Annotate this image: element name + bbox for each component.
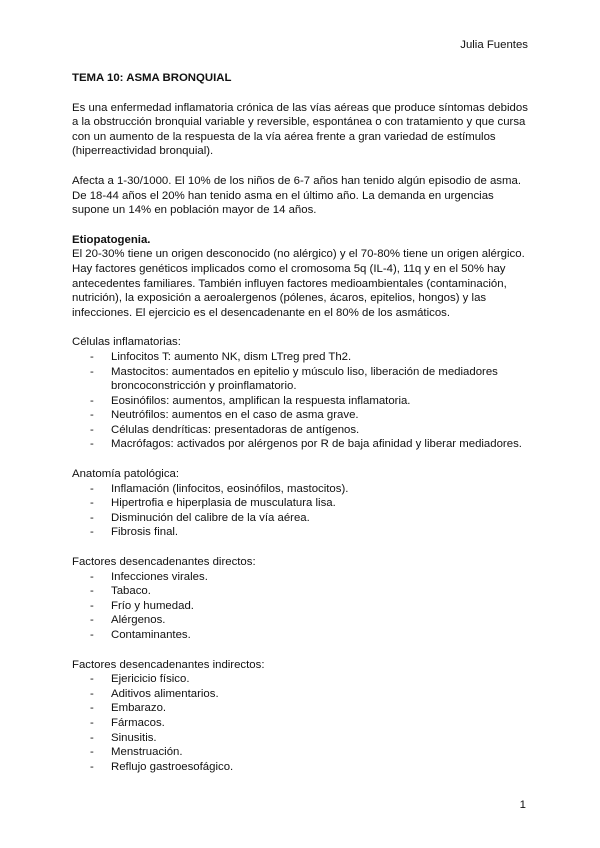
- document-title: TEMA 10: ASMA BRONQUIAL: [72, 72, 232, 84]
- list-item: - Inflamación (linfocitos, eosinófilos, mastocitos).: [90, 482, 532, 497]
- section-label-anatomia: Anatomía patológica:: [72, 468, 180, 481]
- author-name: Julia Fuentes: [460, 39, 528, 51]
- list-item: - Infecciones virales.: [90, 570, 532, 585]
- list-item: - Tabaco.: [90, 584, 532, 599]
- intro-paragraph: Es una enfermedad inflamatoria crónica de las vías aéreas que produce síntomas debidos a la obstrucción bronquial variable y reversible, espontánea o con tratamiento y que cursa con un aumento de la respuesta de la vía aérea frente a gran variedad de estímulos (hiperreactividad bronquial).: [72, 101, 528, 158]
- section-label-celulas: Células inflamatorias:: [72, 336, 181, 349]
- etiopatogenia-heading: Etiopatogenia.: [72, 233, 151, 246]
- list-item: - Mastocitos: aumentados en epitelio y músculo liso, liberación de mediadores broncoconstricción y proinflamatorio.: [90, 365, 532, 394]
- list-directos: [72, 570, 532, 643]
- list-item: - Fibrosis final.: [90, 525, 532, 540]
- list-item: - Hipertrofia e hiperplasia de musculatura lisa.: [90, 496, 532, 511]
- list-indirectos: [72, 672, 532, 774]
- page-number: 1: [519, 799, 526, 811]
- section-label-indirectos: Factores desencadenantes indirectos:: [72, 658, 265, 671]
- list-item: - Linfocitos T: aumento NK, dism LTreg pred Th2.: [90, 350, 532, 365]
- etiopatogenia-paragraph: El 20-30% tiene un origen desconocido (no alérgico) y el 70-80% tiene un origen alérgico. Hay factores genéticos implicados como el cromosoma 5q (IL-4), 11q y en el 50% hay antecedentes familiares. También influyen factores medioambientales (contaminación, nutrición), la exposición a aeroalergenos (pólenes, ácaros, epitelios, hongos) y las infecciones. El ejercicio es el desencadenante en el 80% de los asmáticos.: [72, 248, 525, 319]
- list-anatomia: [72, 482, 532, 540]
- list-item: - Embarazo.: [90, 701, 532, 716]
- section-label-directos: Factores desencadenantes directos:: [72, 556, 256, 569]
- list-item: - Reflujo gastroesofágico.: [90, 760, 532, 775]
- list-item: - Eosinófilos: aumentos, amplifican la respuesta inflamatoria.: [90, 394, 532, 409]
- list-item: - Frío y humedad.: [90, 599, 532, 614]
- list-item: - Neutrófilos: aumentos en el caso de asma grave.: [90, 408, 532, 423]
- list-item: - Sinusitis.: [90, 731, 532, 746]
- list-item: - Fármacos.: [90, 716, 532, 731]
- list-item: - Menstruación.: [90, 745, 532, 760]
- list-item: - Contaminantes.: [90, 628, 532, 643]
- list-item: - Ejericicio físico.: [90, 672, 532, 687]
- list-item: - Alérgenos.: [90, 613, 532, 628]
- list-item: - Macrófagos: activados por alérgenos por R de baja afinidad y liberar mediadores.: [90, 437, 532, 452]
- list-item: - Células dendríticas: presentadoras de antígenos.: [90, 423, 532, 438]
- document-body: [72, 71, 532, 789]
- list-item: - Aditivos alimentarios.: [90, 687, 532, 702]
- list-item: - Disminución del calibre de la vía aérea.: [90, 511, 532, 526]
- intro-paragraph: Afecta a 1-30/1000. El 10% de los niños de 6-7 años han tenido algún episodio de asma. De 18-44 años el 20% han tenido asma en el último año. La demanda en urgencias supone un 14% en población mayor de 14 años.: [72, 174, 521, 217]
- list-celulas: [72, 350, 532, 452]
